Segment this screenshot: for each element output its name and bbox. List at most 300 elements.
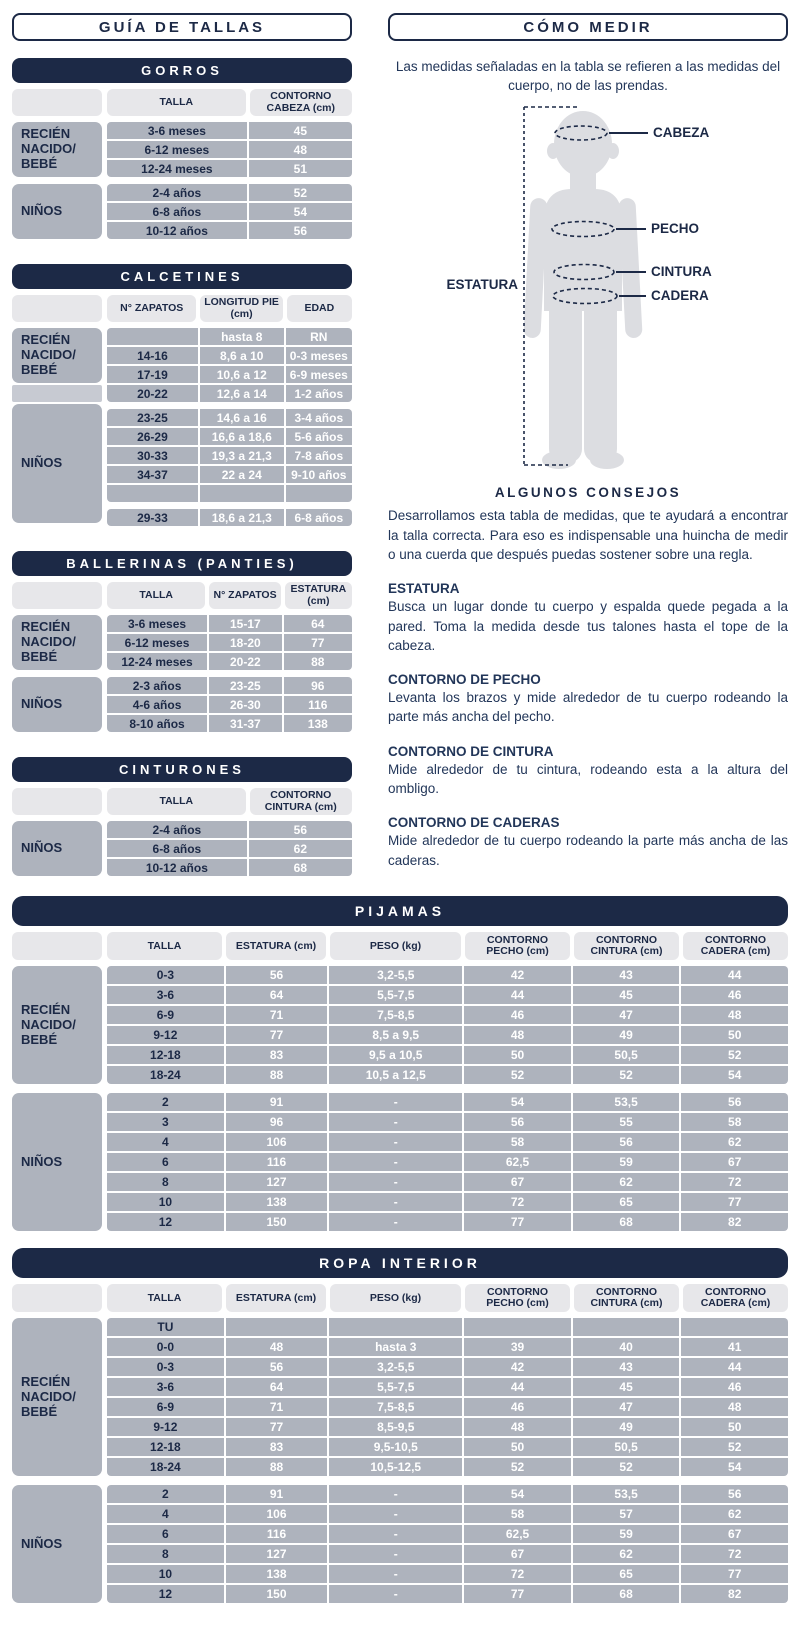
table-header-row (12, 1284, 788, 1312)
value-cell: 46 (464, 1398, 571, 1416)
value-cell: 83 (226, 1046, 328, 1064)
calcetines-table (12, 264, 352, 526)
value-cell: 58 (464, 1133, 571, 1151)
value-cell: - (329, 1133, 462, 1151)
column-header: TALLA (107, 89, 246, 116)
value-cell: 47 (573, 1398, 680, 1416)
value-cell: 15-17 (209, 615, 282, 632)
value-cell: 58 (681, 1113, 788, 1131)
value-cell: 53,5 (573, 1093, 680, 1111)
value-cell: 31-37 (209, 715, 282, 732)
value-cell: 43 (573, 1358, 680, 1376)
column-header: TALLA (107, 582, 205, 609)
section-title-bar: GORROS (12, 58, 352, 83)
tip-title: CONTORNO DE CINTURA (388, 743, 554, 759)
size-cell (107, 485, 198, 502)
value-cell: 150 (226, 1213, 328, 1231)
value-cell: 46 (681, 986, 788, 1004)
value-cell: 10,5 a 12,5 (329, 1066, 462, 1084)
how-to-measure-title-box (388, 13, 788, 41)
tip-estatura (388, 581, 788, 655)
value-cell: 7-8 años (286, 447, 352, 464)
value-cell: 5,5-7,5 (329, 986, 462, 1004)
tip-title: CONTORNO DE PECHO (388, 672, 541, 688)
column-headers (107, 89, 352, 116)
row-group-labels (12, 1318, 102, 1603)
section-title-bar: BALLERINAS (PANTIES) (12, 551, 352, 576)
size-cell: 2 (107, 1093, 224, 1111)
row-group-label: RECIÉN NACIDO/ BEBÉ (12, 328, 102, 383)
data-rows (107, 328, 352, 526)
size-cell: 34-37 (107, 466, 198, 483)
value-cell: 62 (681, 1505, 788, 1523)
value-cell: 56 (573, 1133, 680, 1151)
value-cell: - (329, 1093, 462, 1111)
table-body (12, 122, 352, 239)
value-cell: 39 (464, 1338, 571, 1356)
value-cell: RN (286, 328, 352, 345)
value-cell: 50 (681, 1418, 788, 1436)
value-cell: 50 (464, 1438, 571, 1456)
value-cell: 10,6 a 12 (200, 366, 284, 383)
tip-text: Levanta los brazos y mide alrededor de tu cuerpo rodeando la parte más ancha del pecho. (388, 690, 788, 725)
value-cell: 8,6 a 10 (200, 347, 284, 364)
value-cell: 138 (226, 1193, 328, 1211)
value-cell: 48 (249, 141, 352, 158)
column-header: CONTORNO CABEZA (cm) (250, 89, 352, 116)
tip-contorno-caderas (388, 815, 788, 870)
value-cell: 55 (573, 1113, 680, 1131)
corner-cell (12, 1284, 102, 1312)
row-group-label: NIÑOS (12, 184, 102, 239)
column-header: N° ZAPATOS (107, 295, 196, 322)
row-group (107, 328, 352, 402)
value-cell: 59 (573, 1153, 680, 1171)
row-group (107, 677, 352, 732)
ballerinas-table (12, 551, 352, 732)
row-group-label: RECIÉN NACIDO/ BEBÉ (12, 966, 102, 1084)
table-header-row (12, 932, 788, 960)
value-cell: 72 (681, 1545, 788, 1563)
row-group-label: RECIÉN NACIDO/ BEBÉ (12, 122, 102, 177)
tip-title: ESTATURA (388, 581, 460, 597)
value-cell: 7,5-8,5 (329, 1006, 462, 1024)
value-cell: 96 (284, 677, 352, 694)
value-cell: 116 (226, 1525, 328, 1543)
size-cell: 12-24 meses (107, 653, 207, 670)
corner-cell (12, 582, 102, 609)
value-cell: 68 (573, 1585, 680, 1603)
column-header: CONTORNO CADERA (cm) (683, 1284, 788, 1312)
tip-contorno-cintura (388, 744, 788, 799)
value-cell: 56 (681, 1485, 788, 1503)
section-title-bar: ROPA INTERIOR (12, 1248, 788, 1278)
value-cell: 52 (464, 1066, 571, 1084)
value-cell: - (329, 1193, 462, 1211)
tip-text: Mide alrededor de tu cuerpo rodeando la parte más ancha de las caderas. (388, 833, 788, 868)
data-rows (107, 1318, 788, 1603)
row-group (107, 1485, 788, 1603)
value-cell: 106 (226, 1505, 328, 1523)
column-header: CONTORNO PECHO (cm) (465, 1284, 570, 1312)
value-cell: 77 (226, 1418, 328, 1436)
value-cell: hasta 3 (329, 1338, 462, 1356)
size-cell: 3-6 meses (107, 615, 207, 632)
size-guide-title-box (12, 13, 352, 41)
tip-title: CONTORNO DE CADERAS (388, 815, 560, 831)
value-cell: 56 (464, 1113, 571, 1131)
column-headers (107, 788, 352, 815)
size-cell: 18-24 (107, 1066, 224, 1084)
row-group-label: NIÑOS (12, 821, 102, 876)
value-cell: 52 (573, 1066, 680, 1084)
corner-cell (12, 89, 102, 116)
value-cell: 127 (226, 1173, 328, 1191)
value-cell: 67 (464, 1545, 571, 1563)
full-width-tables (0, 896, 800, 1603)
value-cell: 40 (573, 1338, 680, 1356)
column-header: CONTORNO CADERA (cm) (683, 932, 788, 960)
size-cell: 6-8 años (107, 840, 247, 857)
value-cell: 6-8 años (286, 509, 352, 526)
value-cell: 65 (573, 1565, 680, 1583)
group-spacer (12, 385, 102, 402)
measurement-diagram (388, 99, 788, 471)
value-cell: 91 (226, 1093, 328, 1111)
value-cell: 64 (226, 1378, 328, 1396)
value-cell: 56 (226, 1358, 328, 1376)
size-cell: 18-24 (107, 1458, 224, 1476)
value-cell: - (329, 1545, 462, 1563)
size-cell: 10 (107, 1565, 224, 1583)
table-body (12, 966, 788, 1231)
size-cell: 2-3 años (107, 677, 207, 694)
size-cell: 8 (107, 1173, 224, 1191)
value-cell: 72 (681, 1173, 788, 1191)
column-header: EDAD (287, 295, 352, 322)
size-cell: 12-18 (107, 1046, 224, 1064)
column-header: TALLA (107, 788, 246, 815)
value-cell: 48 (226, 1338, 328, 1356)
value-cell: 56 (226, 966, 328, 984)
value-cell: 82 (681, 1213, 788, 1231)
section-title-bar: PIJAMAS (12, 896, 788, 926)
row-group-labels (12, 122, 102, 239)
value-cell: 52 (681, 1046, 788, 1064)
value-cell: 77 (464, 1213, 571, 1231)
value-cell: 138 (284, 715, 352, 732)
row-group-label: NIÑOS (12, 404, 102, 523)
row-group (107, 184, 352, 239)
value-cell: 77 (681, 1565, 788, 1583)
pecho-label: PECHO (651, 221, 700, 237)
value-cell: 12,6 a 14 (200, 385, 284, 402)
size-cell: 29-33 (107, 509, 198, 526)
size-cell: 6-9 (107, 1006, 224, 1024)
column-header: N° ZAPATOS (209, 582, 280, 609)
value-cell: 54 (681, 1066, 788, 1084)
measure-intro-text: Las medidas señaladas en la tabla se refieren a las medidas del cuerpo, no de las prendas. (395, 59, 781, 94)
row-group (107, 821, 352, 876)
tip-text: Busca un lugar donde tu cuerpo y espalda quede pegada a la pared. Toma la medida desde tus talones hasta el tope de la cabeza. (388, 599, 788, 653)
table-body (12, 615, 352, 732)
row-group (107, 1318, 788, 1476)
value-cell: 50,5 (573, 1438, 680, 1456)
tables-column (12, 13, 352, 876)
value-cell: 54 (249, 203, 352, 220)
value-cell: 42 (464, 966, 571, 984)
column-header: TALLA (107, 1284, 222, 1312)
value-cell: 54 (681, 1458, 788, 1476)
value-cell: 62 (249, 840, 352, 857)
column-headers (107, 1284, 788, 1312)
row-group (107, 615, 352, 670)
corner-cell (12, 295, 102, 322)
row-group (107, 122, 352, 177)
size-cell (107, 328, 198, 345)
size-cell: 17-19 (107, 366, 198, 383)
column-header: PESO (kg) (330, 1284, 461, 1312)
size-cell: 26-29 (107, 428, 198, 445)
value-cell: 77 (464, 1585, 571, 1603)
row-group-label: RECIÉN NACIDO/ BEBÉ (12, 615, 102, 670)
column-header: ESTATURA (cm) (285, 582, 352, 609)
value-cell: 20-22 (209, 653, 282, 670)
value-cell: - (329, 1213, 462, 1231)
value-cell: 46 (681, 1378, 788, 1396)
value-cell: 23-25 (209, 677, 282, 694)
value-cell: 49 (573, 1026, 680, 1044)
size-cell: 2-4 años (107, 821, 247, 838)
value-cell (573, 1318, 680, 1336)
size-cell: 6-12 meses (107, 141, 247, 158)
data-rows (107, 821, 352, 876)
value-cell: 9-10 años (286, 466, 352, 483)
size-cell: 10 (107, 1193, 224, 1211)
value-cell: 71 (226, 1006, 328, 1024)
value-cell: 45 (573, 986, 680, 1004)
value-cell: 1-2 años (286, 385, 352, 402)
cabeza-label: CABEZA (653, 125, 710, 141)
value-cell: 43 (573, 966, 680, 984)
value-cell: 150 (226, 1585, 328, 1603)
value-cell: - (329, 1585, 462, 1603)
row-group (107, 409, 352, 502)
how-to-measure-title: CÓMO MEDIR (523, 18, 653, 36)
value-cell: - (329, 1565, 462, 1583)
column-header: TALLA (107, 932, 222, 960)
column-header: CONTORNO CINTURA (cm) (250, 788, 352, 815)
value-cell: 50 (681, 1026, 788, 1044)
table-header-row (12, 89, 352, 116)
value-cell: 48 (681, 1398, 788, 1416)
value-cell: 54 (464, 1485, 571, 1503)
value-cell: 77 (681, 1193, 788, 1211)
value-cell: - (329, 1113, 462, 1131)
value-cell: 83 (226, 1438, 328, 1456)
value-cell (681, 1318, 788, 1336)
row-group-label: NIÑOS (12, 677, 102, 732)
value-cell: 22 a 24 (200, 466, 284, 483)
row-group (107, 966, 788, 1084)
value-cell: 3,2-5,5 (329, 966, 462, 984)
size-cell: 3-6 (107, 986, 224, 1004)
value-cell (226, 1318, 328, 1336)
column-header: CONTORNO CINTURA (cm) (574, 1284, 679, 1312)
value-cell: 67 (464, 1173, 571, 1191)
size-cell: 23-25 (107, 409, 198, 426)
column-header: PESO (kg) (330, 932, 461, 960)
value-cell: 52 (249, 184, 352, 201)
value-cell (286, 485, 352, 502)
size-cell: 2 (107, 1485, 224, 1503)
value-cell: 46 (464, 1006, 571, 1024)
table-header-row (12, 295, 352, 322)
value-cell: 62 (573, 1545, 680, 1563)
value-cell: hasta 8 (200, 328, 284, 345)
value-cell: 88 (284, 653, 352, 670)
row-group-labels (12, 328, 102, 526)
consejos-title: ALGUNOS CONSEJOS (494, 485, 682, 501)
value-cell: 106 (226, 1133, 328, 1151)
value-cell: 77 (226, 1026, 328, 1044)
value-cell: 82 (681, 1585, 788, 1603)
value-cell: 56 (249, 222, 352, 239)
value-cell: 50,5 (573, 1046, 680, 1064)
value-cell: 48 (464, 1418, 571, 1436)
value-cell: 88 (226, 1066, 328, 1084)
value-cell (329, 1318, 462, 1336)
row-group (107, 1093, 788, 1231)
value-cell: 59 (573, 1525, 680, 1543)
cinturones-table (12, 757, 352, 876)
column-header: ESTATURA (cm) (226, 1284, 326, 1312)
size-cell: 4 (107, 1505, 224, 1523)
size-cell: 0-3 (107, 966, 224, 984)
table-header-row (12, 582, 352, 609)
size-cell: 2-4 años (107, 184, 247, 201)
size-cell: 12 (107, 1585, 224, 1603)
size-cell: 9-12 (107, 1026, 224, 1044)
value-cell: 138 (226, 1565, 328, 1583)
value-cell: 77 (284, 634, 352, 651)
size-cell: 10-12 años (107, 222, 247, 239)
value-cell: 51 (249, 160, 352, 177)
size-cell: 6-8 años (107, 203, 247, 220)
table-body (12, 1318, 788, 1603)
value-cell: 56 (681, 1093, 788, 1111)
value-cell: 88 (226, 1458, 328, 1476)
value-cell: 48 (681, 1006, 788, 1024)
value-cell: 47 (573, 1006, 680, 1024)
size-cell: 6 (107, 1525, 224, 1543)
value-cell: 14,6 a 16 (200, 409, 284, 426)
value-cell: 58 (464, 1505, 571, 1523)
value-cell: 116 (284, 696, 352, 713)
value-cell: 6-9 meses (286, 366, 352, 383)
value-cell: 68 (249, 859, 352, 876)
value-cell: 50 (464, 1046, 571, 1064)
cintura-label: CINTURA (651, 264, 712, 280)
size-cell: 30-33 (107, 447, 198, 464)
value-cell: 49 (573, 1418, 680, 1436)
value-cell: 44 (464, 1378, 571, 1396)
size-cell: 12-24 meses (107, 160, 247, 177)
tip-contorno-pecho (388, 672, 788, 727)
size-cell: 4-6 años (107, 696, 207, 713)
value-cell: 9,5-10,5 (329, 1438, 462, 1456)
size-cell: 3-6 meses (107, 122, 247, 139)
size-cell: 12-18 (107, 1438, 224, 1456)
value-cell: 116 (226, 1153, 328, 1171)
value-cell: 8,5-9,5 (329, 1418, 462, 1436)
value-cell: 71 (226, 1398, 328, 1416)
value-cell: 64 (226, 986, 328, 1004)
value-cell: 52 (681, 1438, 788, 1456)
value-cell: 41 (681, 1338, 788, 1356)
value-cell: 91 (226, 1485, 328, 1503)
value-cell: 67 (681, 1525, 788, 1543)
value-cell: 68 (573, 1213, 680, 1231)
row-group-labels (12, 821, 102, 876)
column-headers (107, 582, 352, 609)
value-cell: - (329, 1505, 462, 1523)
value-cell: - (329, 1485, 462, 1503)
value-cell: 3-4 años (286, 409, 352, 426)
value-cell: 52 (464, 1458, 571, 1476)
section-title-bar: CINTURONES (12, 757, 352, 782)
value-cell: 45 (249, 122, 352, 139)
how-to-measure-column (388, 13, 788, 870)
size-cell: 6 (107, 1153, 224, 1171)
value-cell: - (329, 1173, 462, 1191)
size-cell: 3-6 (107, 1378, 224, 1396)
value-cell: 72 (464, 1193, 571, 1211)
value-cell: 64 (284, 615, 352, 632)
column-headers (107, 295, 352, 322)
column-header: CONTORNO PECHO (cm) (465, 932, 570, 960)
size-cell: 20-22 (107, 385, 198, 402)
value-cell: 44 (681, 966, 788, 984)
size-cell: 8 (107, 1545, 224, 1563)
value-cell: 56 (249, 821, 352, 838)
value-cell: 9,5 a 10,5 (329, 1046, 462, 1064)
value-cell: 44 (681, 1358, 788, 1376)
value-cell: 48 (464, 1026, 571, 1044)
column-headers (107, 932, 788, 960)
value-cell: 57 (573, 1505, 680, 1523)
value-cell: 26-30 (209, 696, 282, 713)
consejos-intro: Desarrollamos esta tabla de medidas, que te ayudará a encontrar la talla correcta. Para eso es indispensable una huincha de medir o una cuerda que después puedas sostener sobre una regla. (388, 508, 788, 562)
value-cell: - (329, 1525, 462, 1543)
value-cell: 72 (464, 1565, 571, 1583)
section-title-bar: CALCETINES (12, 264, 352, 289)
size-cell: 9-12 (107, 1418, 224, 1436)
column-header: CONTORNO CINTURA (cm) (574, 932, 679, 960)
value-cell: 54 (464, 1093, 571, 1111)
size-cell: TU (107, 1318, 224, 1336)
value-cell: 42 (464, 1358, 571, 1376)
value-cell: 45 (573, 1378, 680, 1396)
row-group-labels (12, 966, 102, 1231)
row-group (107, 509, 352, 526)
row-group-label: NIÑOS (12, 1485, 102, 1603)
value-cell: 65 (573, 1193, 680, 1211)
tip-text: Mide alrededor de tu cintura, rodeando esta a la altura del ombligo. (388, 761, 788, 796)
data-rows (107, 122, 352, 239)
value-cell (200, 485, 284, 502)
table-body (12, 821, 352, 876)
